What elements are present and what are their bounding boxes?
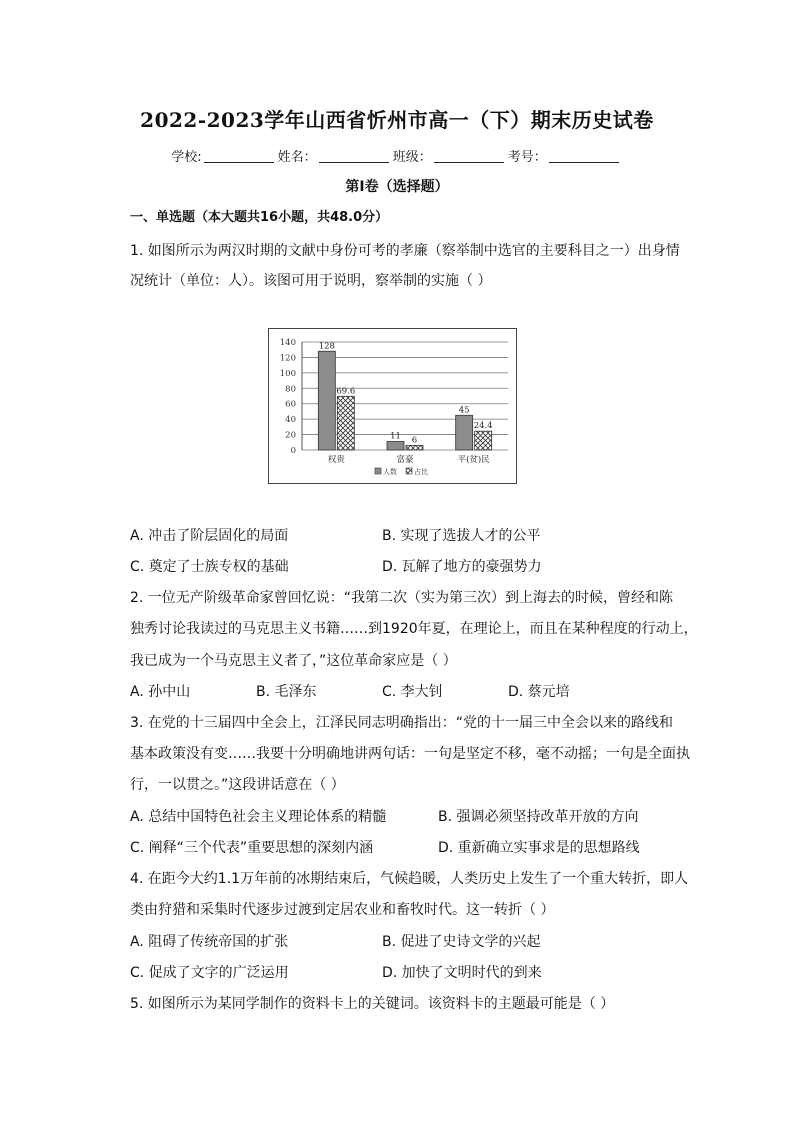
data-label-0-2: 45 <box>458 405 470 416</box>
student-info-row <box>0 146 794 165</box>
school-label: 学校: <box>171 150 202 165</box>
question-3-line-1: 3. 在党的十三届四中全会上，江泽民同志明确指出：“党的十一届三中全会以来的路线和 <box>130 715 674 731</box>
data-label-1-0: 69.6 <box>336 386 356 397</box>
class-blank[interactable] <box>434 150 504 163</box>
y-tick-120: 120 <box>279 353 296 364</box>
category-label-2: 平(贫)民 <box>457 455 490 465</box>
question-4-line-2: 类由狩猎和采集时代逐步过渡到定居农业和畜牧时代。这一转折（ ） <box>130 902 555 918</box>
y-tick-20: 20 <box>285 430 296 441</box>
y-tick-100: 100 <box>279 368 296 379</box>
question-1-line-2: 况统计（单位：人）。该图可用于说明，察举制的实施（ ） <box>130 273 492 289</box>
part-title: 第I卷（选择题） <box>345 179 449 195</box>
school-blank[interactable] <box>204 150 274 163</box>
page-title: 2022-2023学年山西省忻州市高一（下）期末历史试卷 <box>140 108 654 132</box>
q4-option-c[interactable]: C. 促成了文字的广泛运用 <box>130 965 289 981</box>
question-2-line-3: 我已成为一个马克思主义者了，”这位革命家应是（ ） <box>130 653 457 669</box>
q1-option-d[interactable]: D. 瓦解了地方的豪强势力 <box>382 559 542 575</box>
data-label-1-2: 24.4 <box>473 421 493 432</box>
xiaolian-origin-bar-chart <box>268 328 517 484</box>
exam-number-label: 考号： <box>507 150 547 165</box>
category-label-0: 权贵 <box>327 455 345 465</box>
q2-option-a[interactable]: A. 孙中山 <box>130 684 191 700</box>
question-3-line-2: 基本政策没有变……我要十分明确地讲两句话：一句是坚定不移，毫不动摇；一句是全面执 <box>130 746 690 762</box>
legend-label-count: 人数 <box>383 468 397 476</box>
q1-option-a[interactable]: A. 冲击了阶层固化的局面 <box>130 528 289 544</box>
bar-share-2 <box>475 431 492 450</box>
question-2-line-1: 2. 一位无产阶级革命家曾回忆说：“我第二次（实为第三次）到上海去的时候，曾经和陈 <box>130 590 674 606</box>
category-label-1: 富豪 <box>396 455 414 465</box>
exam-number-blank[interactable] <box>549 150 619 163</box>
question-3-line-3: 行，一以贯之。”这段讲话意在（ ） <box>130 777 345 793</box>
y-tick-80: 80 <box>285 384 296 395</box>
bar-count-2 <box>456 415 473 450</box>
data-label-1-1: 6 <box>411 435 418 446</box>
q3-option-d[interactable]: D. 重新确立实事求是的思想路线 <box>438 840 640 856</box>
legend-swatch-count <box>375 468 381 474</box>
section-title: 一、单选题（本大题共16小题，共48.0分） <box>130 210 389 225</box>
q2-option-d[interactable]: D. 蔡元培 <box>508 684 570 700</box>
q2-option-b[interactable]: B. 毛泽东 <box>256 684 317 700</box>
class-label: 班级： <box>392 150 432 165</box>
question-1-line-1: 1. 如图所示为两汉时期的文献中身份可考的孝廉（察举制中选官的主要科目之一）出身情 <box>130 243 680 259</box>
q4-option-a[interactable]: A. 阻碍了传统帝国的扩张 <box>130 934 289 950</box>
name-blank[interactable] <box>319 150 389 163</box>
data-label-0-1: 11 <box>390 431 401 442</box>
q3-option-c[interactable]: C. 阐释“三个代表”重要思想的深刻内涵 <box>130 840 374 856</box>
q1-option-c[interactable]: C. 奠定了士族专权的基础 <box>130 559 289 575</box>
legend-label-share: 占比 <box>414 468 428 476</box>
bar-count-0 <box>318 351 335 450</box>
q4-option-b[interactable]: B. 促进了史诗文学的兴起 <box>382 934 541 950</box>
data-label-0-0: 128 <box>318 341 335 352</box>
bar-count-1 <box>387 442 404 450</box>
q1-option-b[interactable]: B. 实现了选拔人才的公平 <box>382 528 541 544</box>
y-tick-0: 0 <box>290 446 296 456</box>
name-label: 姓名： <box>277 150 317 165</box>
legend-swatch-share <box>406 468 412 474</box>
question-5-line-1: 5. 如图所示为某同学制作的资料卡上的关键词。该资料卡的主题最可能是（ ） <box>130 996 615 1012</box>
bar-share-1 <box>406 445 423 450</box>
question-2-line-2: 独秀讨论我读过的马克思主义书籍……到1920年夏，在理论上，而且在某种程度的行动上， <box>130 621 698 637</box>
y-tick-140: 140 <box>279 338 296 348</box>
bar-share-0 <box>337 396 354 450</box>
q2-option-c[interactable]: C. 李大钊 <box>382 684 443 700</box>
q3-option-b[interactable]: B. 强调必须坚持改革开放的方向 <box>438 809 639 825</box>
q3-option-a[interactable]: A. 总结中国特色社会主义理论体系的精髓 <box>130 809 387 825</box>
question-4-line-1: 4. 在距今大约1.1万年前的冰期结束后，气候趋暖，人类历史上发生了一个重大转折，即人 <box>130 871 689 887</box>
q4-option-d[interactable]: D. 加快了文明时代的到来 <box>382 965 542 981</box>
y-tick-40: 40 <box>285 415 296 426</box>
y-tick-60: 60 <box>285 399 296 410</box>
